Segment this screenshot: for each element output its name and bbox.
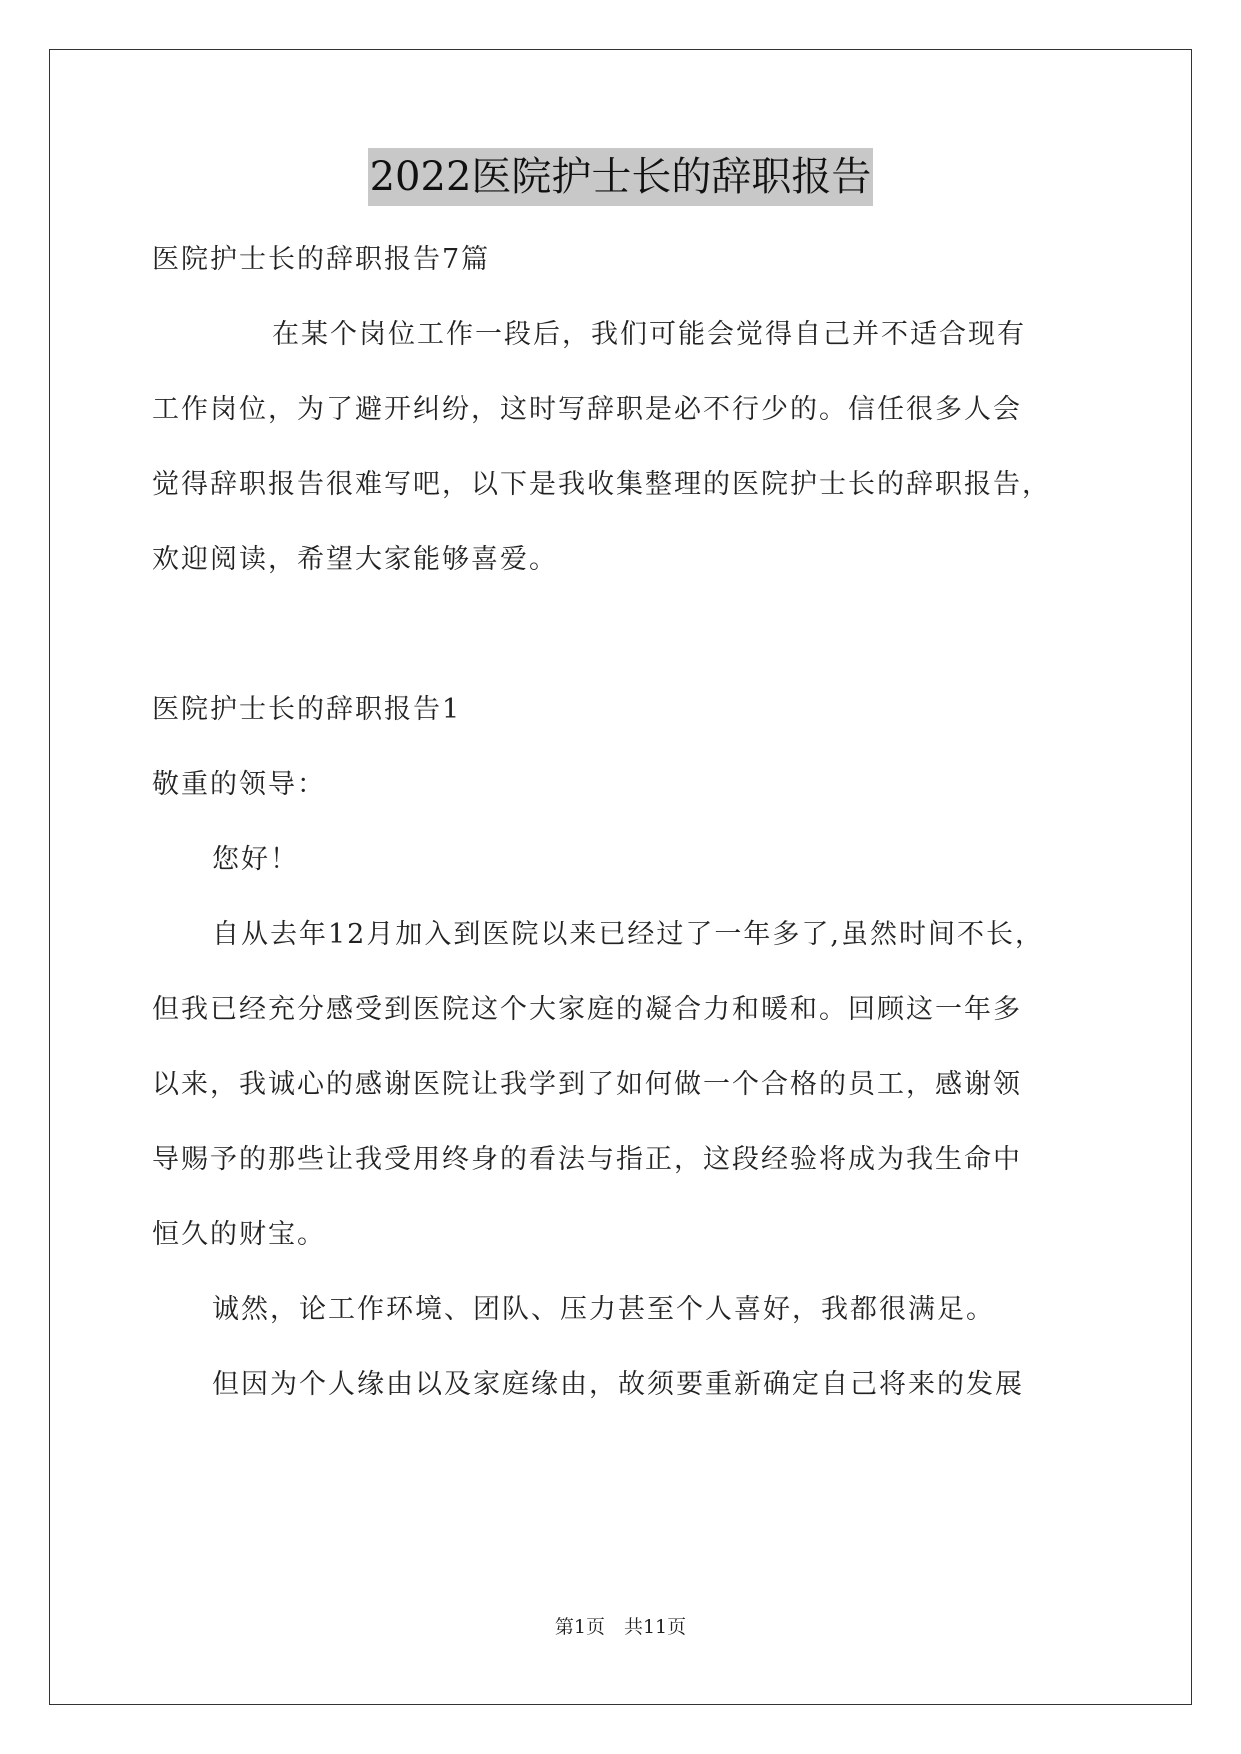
- paragraph-line: 但我已经充分感受到医院这个大家庭的凝合力和暖和。回顾这一年多: [152, 994, 1022, 1025]
- title-container: [0, 148, 1241, 206]
- greeting: 您好！: [212, 844, 299, 875]
- paragraph-line: 工作岗位，为了避开纠纷，这时写辞职是必不行少的。信任很多人会: [152, 394, 1022, 425]
- paragraph-line: 在某个岗位工作一段后，我们可能会觉得自己并不适合现有: [272, 319, 1026, 350]
- document-title: 2022医院护士长的辞职报告: [368, 148, 874, 206]
- page-number: 第1页 共11页: [554, 1616, 687, 1638]
- paragraph-line: 恒久的财宝。: [152, 1219, 326, 1250]
- salutation: 敬重的领导：: [152, 769, 326, 800]
- paragraph-line: 觉得辞职报告很难写吧，以下是我收集整理的医院护士长的辞职报告，: [152, 469, 1051, 500]
- paragraph-line: 欢迎阅读，希望大家能够喜爱。: [152, 544, 558, 575]
- paragraph-line: 以来，我诚心的感谢医院让我学到了如何做一个合格的员工，感谢领: [152, 1069, 1022, 1100]
- paragraph-line: 但因为个人缘由以及家庭缘由，故须要重新确定自己将来的发展: [212, 1369, 1024, 1400]
- subtitle-line: 医院护士长的辞职报告7篇: [152, 244, 491, 275]
- paragraph-line: 诚然，论工作环境、团队、压力甚至个人喜好，我都很满足。: [212, 1294, 995, 1325]
- section-heading: 医院护士长的辞职报告1: [152, 694, 462, 725]
- paragraph-line: 导赐予的那些让我受用终身的看法与指正，这段经验将成为我生命中: [152, 1144, 1022, 1175]
- paragraph-line: 自从去年12月加入到医院以来已经过了一年多了,虽然时间不长，: [212, 919, 1044, 950]
